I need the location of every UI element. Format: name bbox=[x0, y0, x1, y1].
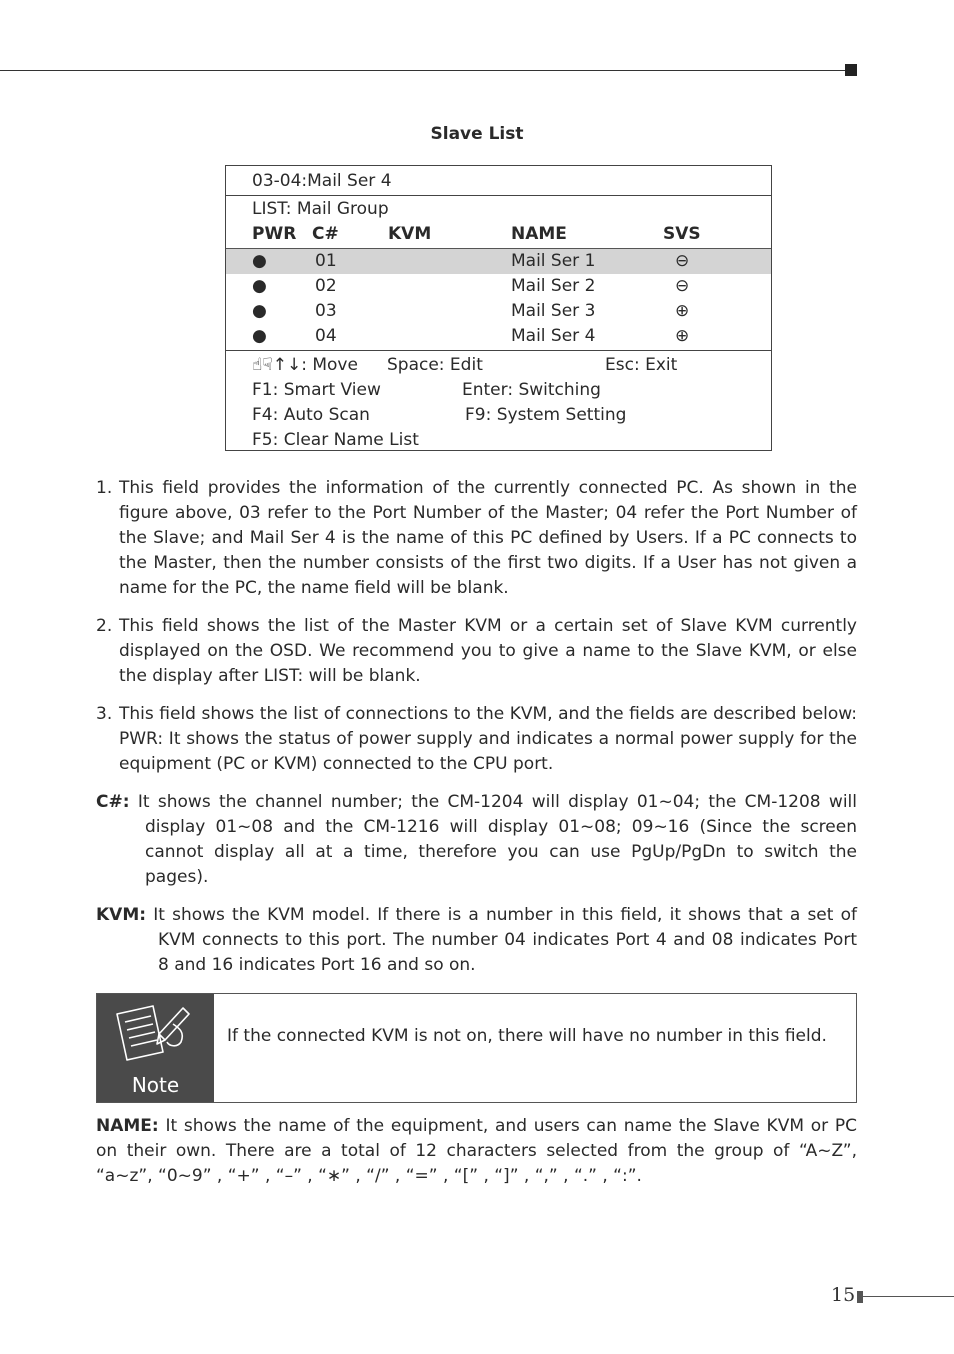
osd-row[interactable] bbox=[226, 249, 771, 274]
row-channel: 03 bbox=[315, 301, 337, 321]
row-channel: 04 bbox=[315, 326, 337, 346]
row-svs: ⊕ bbox=[675, 326, 690, 346]
col-header-name: NAME bbox=[511, 224, 567, 244]
key-clear-name: F5: Clear Name List bbox=[252, 430, 419, 450]
osd-row[interactable] bbox=[226, 324, 771, 349]
note-side-panel bbox=[97, 994, 214, 1102]
key-edit: Space: Edit bbox=[387, 355, 483, 375]
def-channel-label: C#: bbox=[96, 792, 130, 812]
footer-marker bbox=[857, 1291, 863, 1303]
col-header-svs: SVS bbox=[663, 224, 701, 244]
row-pwr: ● bbox=[252, 251, 267, 271]
list-item bbox=[96, 476, 857, 601]
row-channel: 01 bbox=[315, 251, 337, 271]
note-label: Note bbox=[131, 1073, 180, 1097]
list-item-text: This field provides the information of the currently connected PC. As shown in the figure above, 03 refer to the Port Number of the Master; 04 refer the Port Number of the Slave; and Mail Ser 4 is the name of this PC defined by Users. If a PC connects to the Master, then the number consists of the first two digits. If a User has not given a name for the PC, the name field will be blank. bbox=[119, 478, 857, 598]
key-move: ☝☟↑↓: Move bbox=[252, 355, 358, 375]
list-item-number: 1. bbox=[96, 478, 113, 498]
osd-list-section bbox=[226, 195, 771, 250]
slave-list-osd bbox=[225, 165, 772, 451]
key-exit: Esc: Exit bbox=[605, 355, 678, 375]
page-number: 15 bbox=[831, 1284, 856, 1306]
def-kvm bbox=[96, 903, 857, 978]
osd-keys-section bbox=[226, 351, 771, 450]
osd-row[interactable] bbox=[226, 299, 771, 324]
row-svs: ⊖ bbox=[675, 251, 690, 271]
row-name: Mail Ser 3 bbox=[511, 301, 596, 321]
col-header-kvm: KVM bbox=[388, 224, 432, 244]
key-switching: Enter: Switching bbox=[462, 380, 601, 400]
list-item bbox=[96, 614, 857, 689]
row-name: Mail Ser 1 bbox=[511, 251, 596, 271]
key-system-setting: F9: System Setting bbox=[465, 405, 627, 425]
list-item-number: 2. bbox=[96, 616, 113, 636]
row-name: Mail Ser 4 bbox=[511, 326, 596, 346]
row-svs: ⊖ bbox=[675, 276, 690, 296]
key-smart-view: F1: Smart View bbox=[252, 380, 381, 400]
osd-header-section bbox=[226, 166, 771, 196]
row-pwr: ● bbox=[252, 301, 267, 321]
header-rule bbox=[0, 70, 846, 71]
header-marker bbox=[845, 64, 857, 76]
row-channel: 02 bbox=[315, 276, 337, 296]
list-item-text: This field shows the list of connections to the KVM, and the fields are described below: PWR: It shows the status of power supply and indicates a normal power supply for the equipment (PC or KVM) connected to the CPU port. bbox=[119, 704, 857, 774]
def-kvm-label: KVM: bbox=[96, 905, 147, 925]
note-writing-icon bbox=[111, 1002, 195, 1068]
def-kvm-text: It shows the KVM model. If there is a number in this field, it shows that a set of KVM connects to this port. The number 04 indicates Port 4 and 08 indicates Port 8 and 16 indicates Port 16 and so on. bbox=[153, 905, 857, 975]
footer-rule bbox=[863, 1296, 954, 1297]
osd-row[interactable] bbox=[226, 274, 771, 299]
row-pwr: ● bbox=[252, 326, 267, 346]
note-text: If the connected KVM is not on, there will have no number in this field. bbox=[227, 1026, 827, 1046]
list-item bbox=[96, 702, 857, 777]
row-name: Mail Ser 2 bbox=[511, 276, 596, 296]
figure-title: Slave List bbox=[430, 124, 524, 144]
key-auto-scan: F4: Auto Scan bbox=[252, 405, 370, 425]
col-header-pwr: PWR bbox=[252, 224, 297, 244]
col-header-ch: C# bbox=[312, 224, 339, 244]
row-pwr: ● bbox=[252, 276, 267, 296]
row-svs: ⊕ bbox=[675, 301, 690, 321]
def-channel bbox=[96, 790, 857, 890]
def-channel-text: It shows the channel number; the CM-1204 will display 01~04; the CM-1208 will display 01~08 and the CM-1216 will display 01~08; 09~16 (Since the screen cannot display all at a time, therefore you can use PgUp/PgDn to switch the pages). bbox=[137, 792, 858, 887]
def-name-text: It shows the name of the equipment, and users can name the Slave KVM or PC on their own. There are a total of 12 characters selected from the group of “A~Z”, “a~z”, “0~9” , “+” , “–” , “∗” , “/” , “=” , “[” , “]” , “,” , “.” , “:”. bbox=[96, 1116, 857, 1186]
note-box bbox=[96, 993, 857, 1103]
list-item-text: This field shows the list of the Master KVM or a certain set of Slave KVM currently displayed on the OSD. We recommend you to give a name to the Slave KVM, or else the display after LIST: will be blank. bbox=[119, 616, 857, 686]
osd-rows-section bbox=[226, 249, 771, 351]
list-item-number: 3. bbox=[96, 704, 113, 724]
osd-list-label: LIST: Mail Group bbox=[252, 199, 389, 219]
def-name bbox=[96, 1114, 857, 1189]
osd-header: 03-04:Mail Ser 4 bbox=[252, 171, 392, 191]
def-name-label: NAME: bbox=[96, 1116, 159, 1136]
